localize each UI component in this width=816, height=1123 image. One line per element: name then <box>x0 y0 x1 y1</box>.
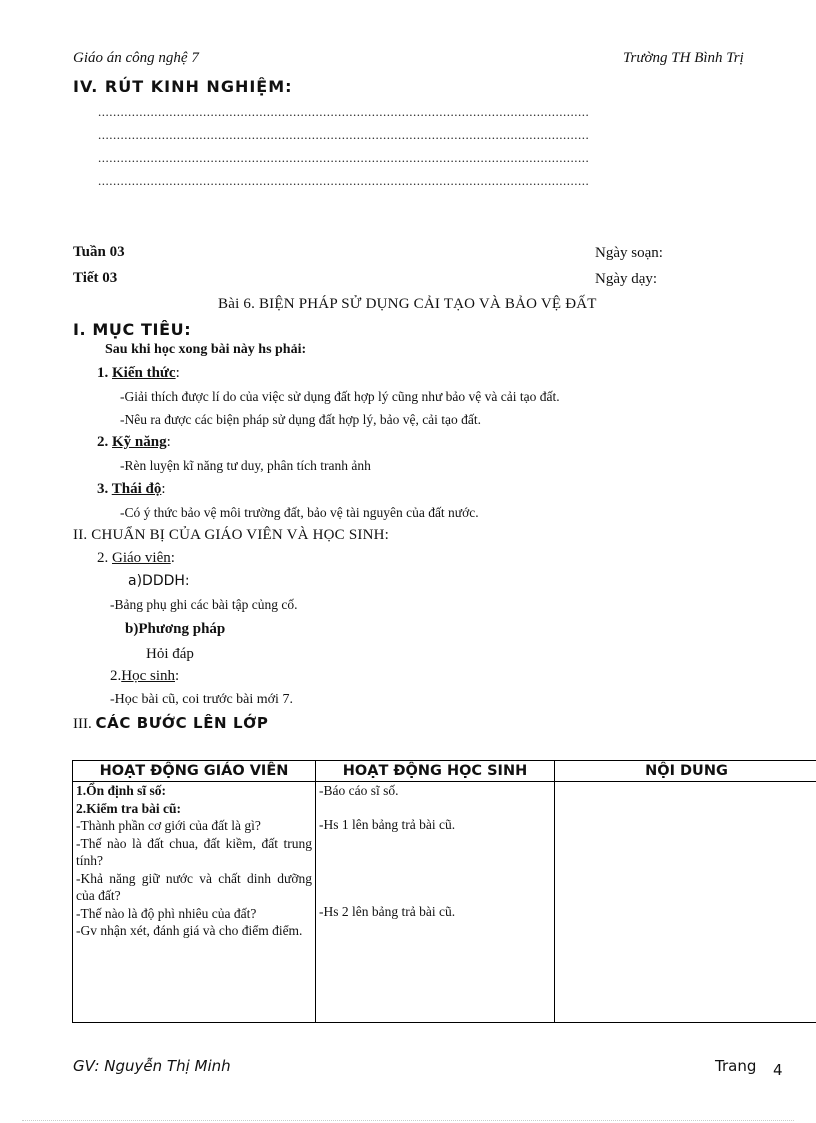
teacher-line-2: 2.Kiểm tra bài cũ: <box>76 800 181 816</box>
footer-page-label: Trang <box>715 1057 757 1075</box>
attitude-colon: : <box>161 481 166 497</box>
teacher-num: 2. <box>97 550 112 566</box>
knowledge-colon: : <box>175 365 180 381</box>
date-taught: Ngày dạy: <box>595 271 658 287</box>
header-teacher-activity: HOẠT ĐỘNG GIÁO VIÊN <box>73 761 316 782</box>
teacher-line-4: -Thế nào là đất chua, đất kiềm, đất trung tính? <box>76 835 312 868</box>
header-left: Giáo án công nghệ 7 <box>73 50 199 66</box>
header-content: NỘI DUNG <box>555 761 816 782</box>
skills-heading <box>97 434 171 451</box>
student-line-3: -Hs 2 lên bảng trả bài cũ. <box>319 904 456 919</box>
dotted-line-1: ................................................................................................................................... <box>98 104 590 119</box>
teacher-b: b)Phương pháp <box>125 621 226 637</box>
student-num: 2. <box>110 668 122 684</box>
teacher-a-item: -Bảng phụ ghi các bài tập củng cố. <box>110 597 298 612</box>
lesson-title: Bài 6. BIỆN PHÁP SỬ DỤNG CẢI TẠO VÀ BẢO VỆ ĐẤT <box>218 296 597 312</box>
page-bottom-divider <box>22 1120 794 1121</box>
dotted-line-4: ................................................................................................................................... <box>98 173 590 188</box>
attitude-heading <box>97 481 166 498</box>
steps-title: CÁC BƯỚC LÊN LỚP <box>95 714 269 732</box>
preparation-heading: II. CHUẨN BỊ CỦA GIÁO VIÊN VÀ HỌC SINH: <box>73 527 389 543</box>
skills-colon: : <box>166 434 171 450</box>
attitude-num: 3. <box>97 481 112 497</box>
student-line-1: -Báo cáo sĩ số. <box>319 783 399 798</box>
teacher-activity-cell <box>73 782 316 1023</box>
table-row <box>73 782 816 1023</box>
student-label: Học sinh <box>121 668 175 684</box>
date-prepared: Ngày soạn: <box>595 245 663 261</box>
steps-heading <box>73 714 268 733</box>
teacher-label: Giáo viên <box>112 550 171 566</box>
content-cell <box>555 782 816 1023</box>
lesson-table <box>72 760 816 1023</box>
teacher-b-item: Hỏi đáp <box>146 646 194 662</box>
student-heading <box>110 668 179 685</box>
student-colon: : <box>175 668 180 684</box>
objectives-heading: I. MỤC TIÊU: <box>73 320 192 339</box>
skills-label: Kỹ năng <box>112 434 167 450</box>
dotted-line-2: ................................................................................................................................... <box>98 127 590 142</box>
knowledge-num: 1. <box>97 365 112 381</box>
attitude-item-1: -Có ý thức bảo vệ môi trường đất, bảo vệ tài nguyên của đất nước. <box>120 505 479 520</box>
steps-prefix: III. <box>73 716 96 732</box>
header-right: Trường TH Bình Trị <box>623 50 744 66</box>
footer-page-number: 4 <box>773 1061 783 1079</box>
table-header-row <box>73 761 816 782</box>
dotted-line-3: ................................................................................................................................... <box>98 150 590 165</box>
teacher-colon: : <box>170 550 175 566</box>
teacher-line-5: -Khả năng giữ nước và chất dinh dưỡng của đất? <box>76 870 312 903</box>
teacher-line-3: -Thành phần cơ giới của đất là gì? <box>76 818 261 833</box>
week-label: Tuần 03 <box>73 244 125 260</box>
student-activity-cell <box>316 782 555 1023</box>
period-label: Tiết 03 <box>73 270 118 286</box>
knowledge-item-2: -Nêu ra được các biện pháp sử dụng đất hợp lý, bảo vệ, cải tạo đất. <box>120 412 482 427</box>
teacher-line-7: -Gv nhận xét, đánh giá và cho điểm điểm. <box>76 923 303 938</box>
knowledge-item-1: -Giải thích được lí do của việc sử dụng đất hợp lý cũng như bảo vệ và cải tạo đất. <box>120 389 560 404</box>
section-4-title: IV. RÚT KINH NGHIỆM: <box>73 77 293 96</box>
header-student-activity: HOẠT ĐỘNG HỌC SINH <box>316 761 555 782</box>
knowledge-label: Kiến thức <box>112 365 176 381</box>
skills-num: 2. <box>97 434 112 450</box>
student-item: -Học bài cũ, coi trước bài mới 7. <box>110 692 293 707</box>
attitude-label: Thái độ <box>111 481 162 497</box>
student-line-2: -Hs 1 lên bảng trả bài cũ. <box>319 816 456 832</box>
teacher-line-6: -Thế nào là độ phì nhiêu của đất? <box>76 905 257 921</box>
teacher-a: a)DDDH: <box>128 573 190 589</box>
knowledge-heading <box>97 365 180 382</box>
teacher-line-1: 1.Ổn định sĩ số: <box>76 783 167 798</box>
objectives-intro: Sau khi học xong bài này hs phải: <box>105 342 307 357</box>
teacher-heading <box>97 550 175 567</box>
footer-teacher: GV: Nguyễn Thị Minh <box>73 1057 231 1075</box>
skills-item-1: -Rèn luyện kĩ năng tư duy, phân tích tranh ảnh <box>120 458 371 473</box>
